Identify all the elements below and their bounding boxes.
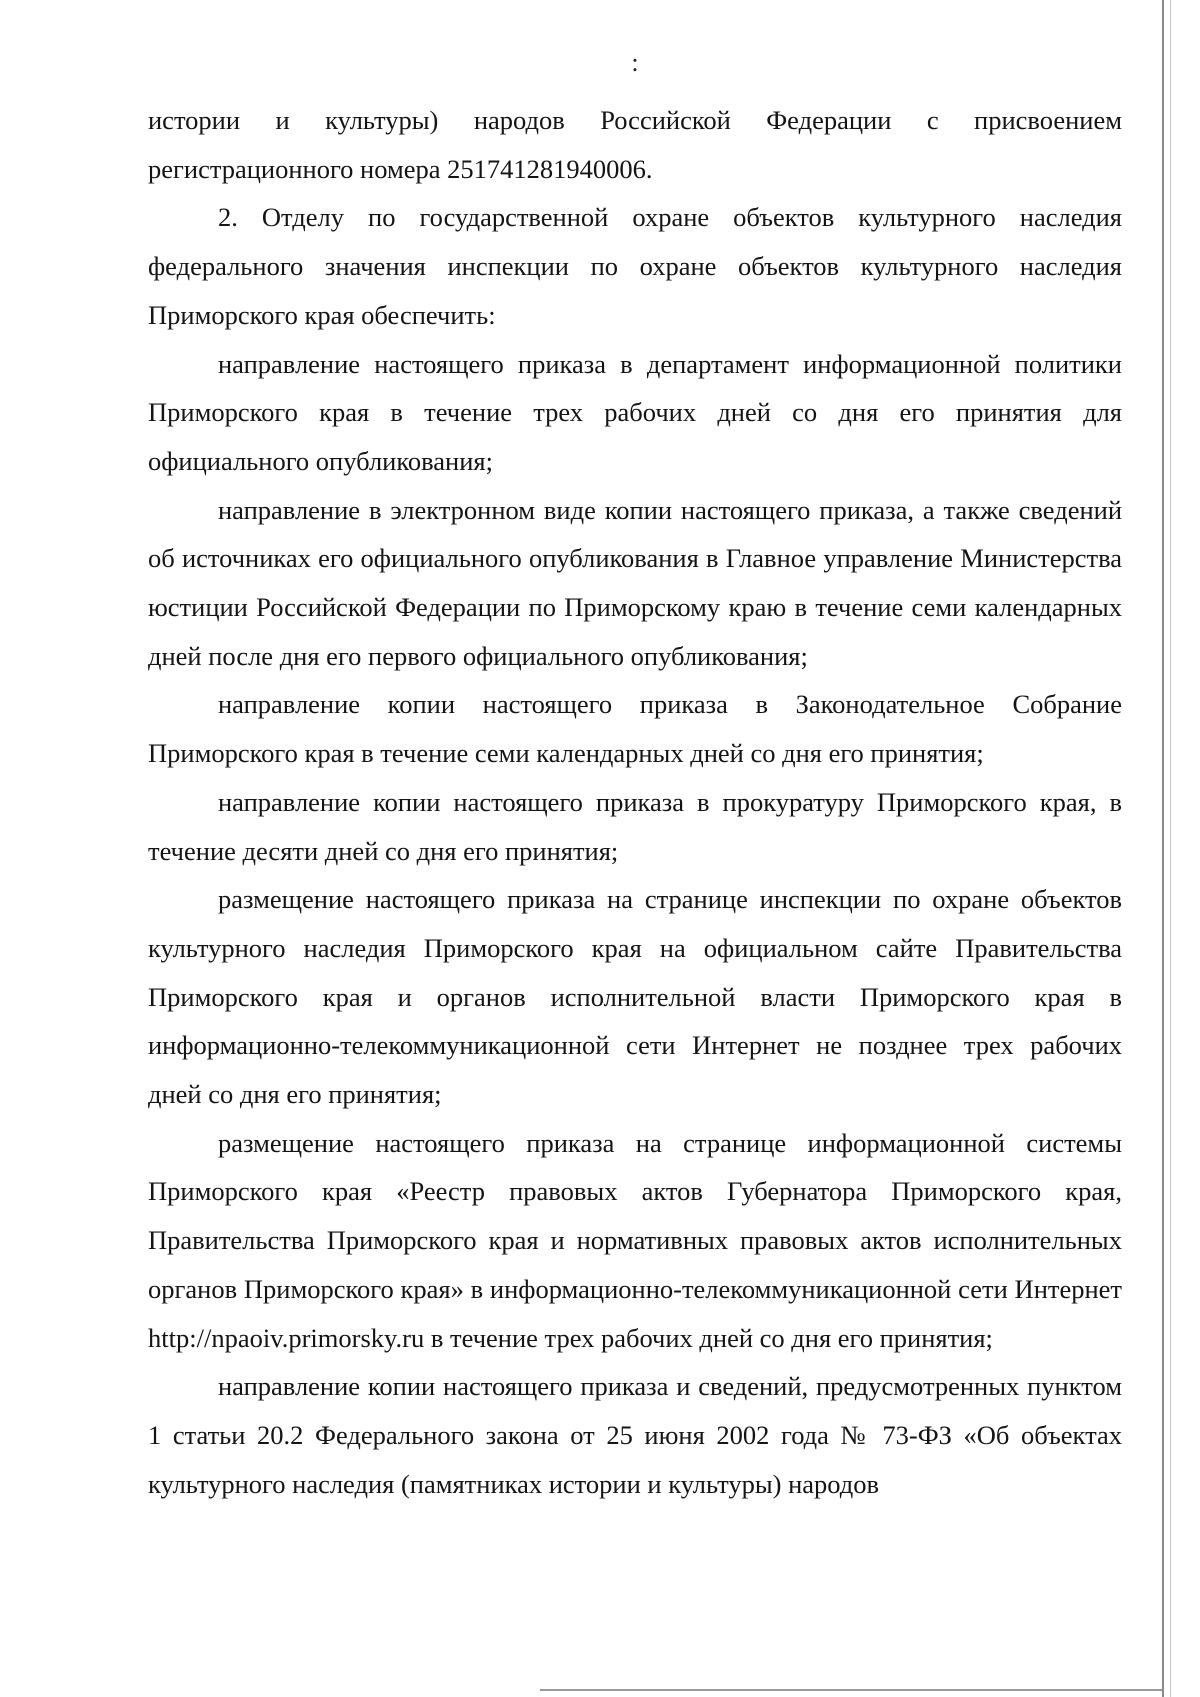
paragraph-continuation: истории и культуры) народов Российской Федерации с присвоением регистрационного номера 251741281940006. [148, 105, 1122, 184]
paragraph-prosecutor: направление копии настоящего приказа в прокуратуру Приморского края, в течение десяти дней со дня его принятия; [148, 786, 1122, 866]
paragraph-federal-law: направление копии настоящего приказа и сведений, предусмотренных пунктом 1 статьи 20.2 Федерального закона от 25 июня 2002 года № 73-ФЗ «Об объектах культурного наследия (памятниках истории и культуры) народов [148, 1371, 1122, 1499]
page-bottom-edge [540, 1689, 1162, 1691]
document-body [148, 96, 1122, 1508]
page-edge-line [1170, 0, 1171, 1697]
paragraph-ministry-justice: направление в электронном виде копии настоящего приказа, а также сведений об источниках его официального опубликования в Главное управление Министерства юстиции Российской Федерации по Приморскому краю в течение семи календарных дней после дня его первого официального опубликования; [148, 494, 1122, 671]
paragraph-official-site: размещение настоящего приказа на странице инспекции по охране объектов культурного наследия Приморского края на официальном сайте Правительства Приморского края и органов исполнительной власти Приморского края в информационно-телекоммуникационной сети Интернет не позднее трех рабочих дней со дня его принятия; [148, 884, 1122, 1110]
paragraph-item-2: 2. Отделу по государственной охране объектов культурного наследия федерального значения инспекции по охране объектов культурного наследия Приморского края обеспечить: [148, 202, 1122, 330]
page-number-marker: : [631, 48, 639, 77]
paragraph-registry: размещение настоящего приказа на странице информационной системы Приморского края «Реестр правовых актов Губернатора Приморского края, Правительства Приморского края и нормативных правовых актов исполнительных органов Приморского края» в информационно-телекоммуникационной сети Интернет http://npaoiv.primorsky.ru в течение трех рабочих дней со дня его принятия; [148, 1127, 1122, 1353]
paragraph-info-policy: направление настоящего приказа в департамент информационной политики Приморского края в течение трех рабочих дней со дня его принятия для официального опубликования; [148, 348, 1122, 476]
paragraph-legislative-assembly: направление копии настоящего приказа в Законодательное Собрание Приморского края в течение семи календарных дней со дня его принятия; [148, 689, 1122, 769]
page-edge-shadow [1162, 0, 1164, 1697]
